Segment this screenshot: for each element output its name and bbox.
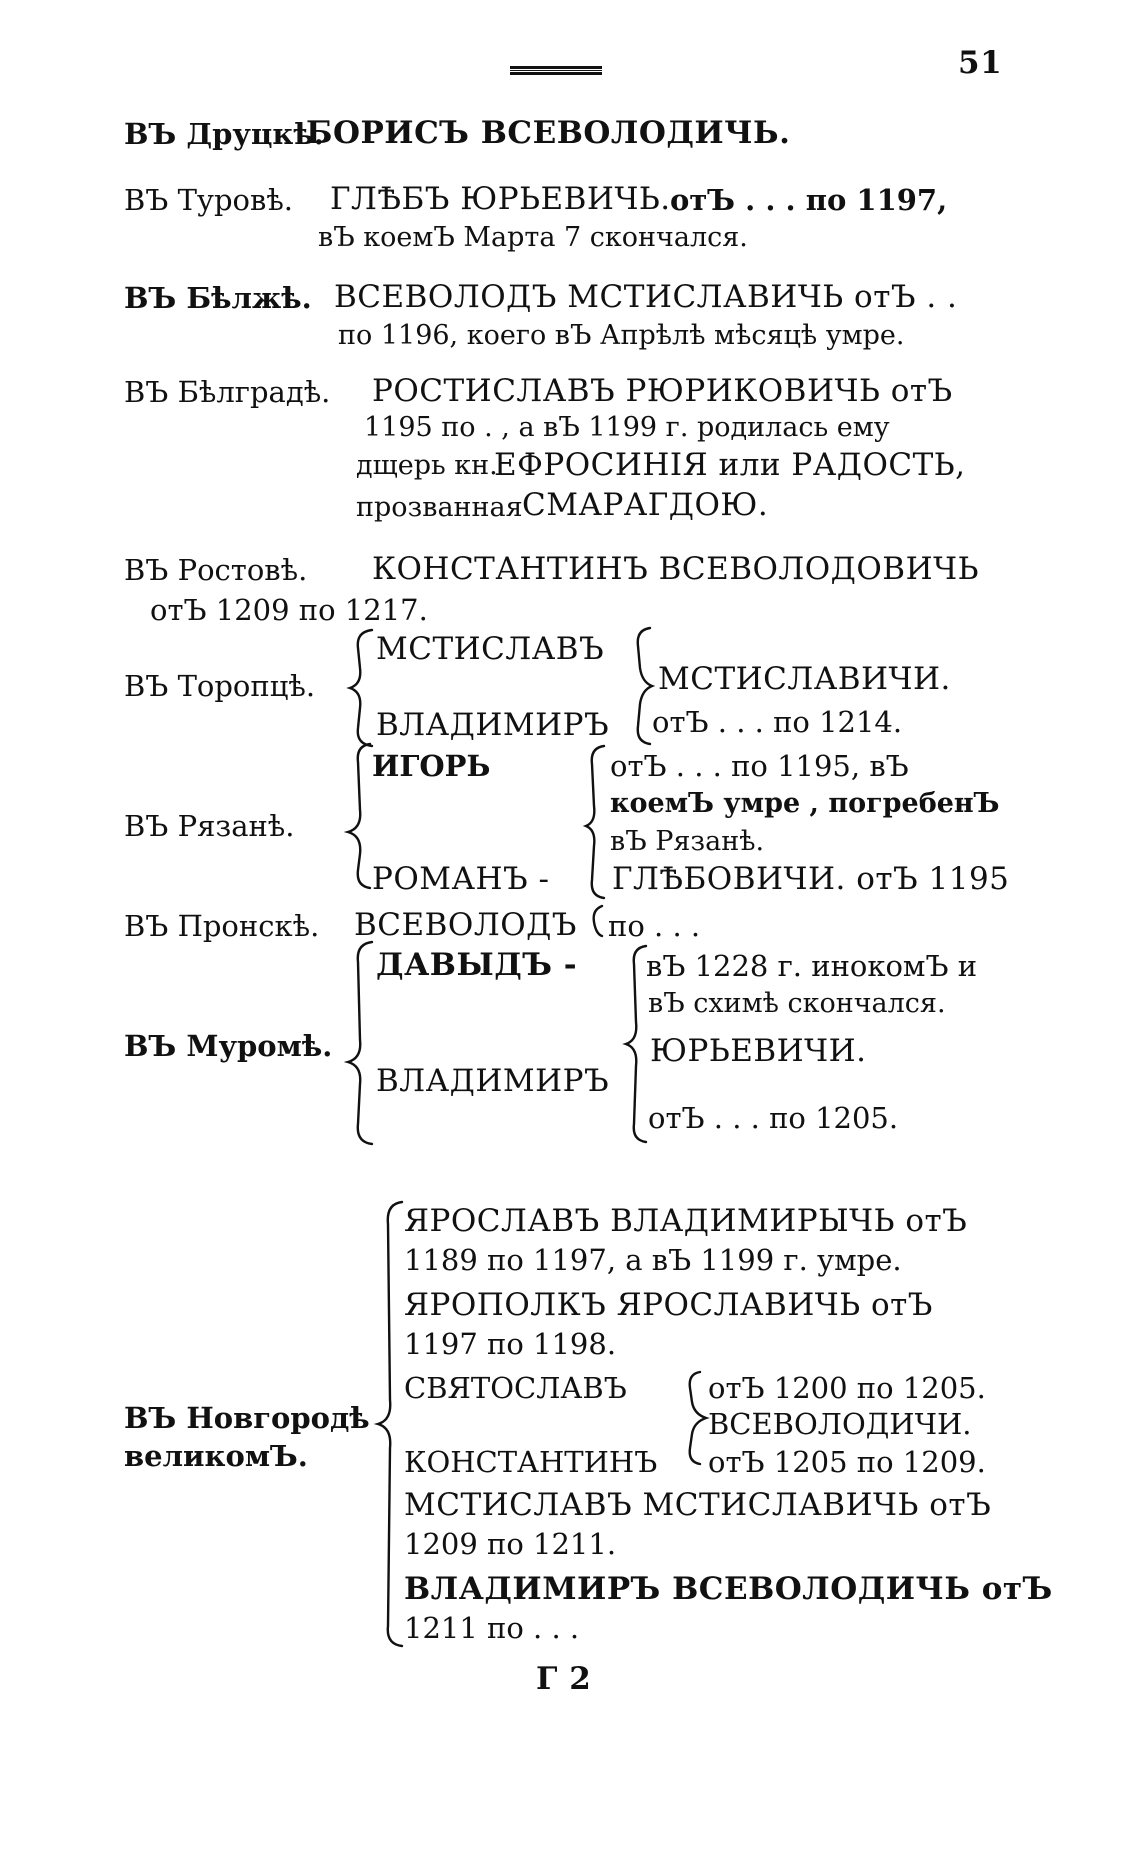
ruler-belzh: ВСЕВОЛОДЪ МСТИСЛАВИЧЬ отЪ . . — [334, 279, 958, 315]
ryazan-note-2: коемЪ умре , погребенЪ — [610, 788, 1000, 819]
place-murom: ВЪ Муромѣ. — [124, 1029, 333, 1063]
brace-ryazan-right — [586, 746, 604, 898]
place-belzh: ВЪ Бѣлжѣ. — [124, 281, 312, 315]
belgrad-daughter: ЕФРОСИНІЯ или РАДОСТЬ, — [494, 447, 966, 483]
turov-note: вЪ коемЪ Марта 7 скончался. — [318, 222, 748, 253]
novgorod-line-2: 1189 по 1197, а вЪ 1199 г. умре. — [404, 1243, 902, 1277]
place-belgrad: ВЪ Бѣлградѣ. — [124, 375, 331, 409]
ruler-toropets-2: ВЛАДИМИРЪ — [376, 707, 610, 743]
novgorod-line-6: ВСЕВОЛОДИЧИ. — [708, 1407, 972, 1441]
novgorod-line-5b: отЪ 1200 по 1205. — [708, 1371, 986, 1405]
novgorod-line-4: 1197 по 1198. — [404, 1327, 617, 1361]
place-pronsk: ВЪ Пронскѣ. — [124, 909, 320, 943]
brace-novgorod-inner — [690, 1372, 706, 1464]
place-turov: ВЪ Туровѣ. — [124, 183, 294, 217]
ruler-druck: БОРИСЪ ВСЕВОЛОДИЧЬ. — [306, 115, 791, 151]
belgrad-note-2a: дщерь кн. — [356, 450, 498, 481]
brace-toropets-right — [638, 628, 652, 744]
belzh-note: по 1196, коего вЪ Апрѣлѣ мѣсяцѣ умре. — [338, 320, 905, 351]
place-rostov: ВЪ Ростовѣ. — [124, 553, 308, 587]
brace-murom-right — [626, 946, 646, 1142]
brace-murom-left — [348, 942, 372, 1144]
place-novgorod-2: великомЪ. — [124, 1439, 308, 1473]
murom-patronymic: ЮРЬЕВИЧИ. — [650, 1033, 867, 1069]
novgorod-line-11: 1211 по . . . — [404, 1611, 580, 1645]
rostov-dates: отЪ 1209 по 1217. — [150, 593, 428, 627]
turov-dates: отЪ . . . по 1197, — [670, 183, 948, 217]
printer-signature: Г 2 — [536, 1661, 592, 1697]
belgrad-epithet: СМАРАГДОЮ. — [522, 487, 769, 523]
murom-dates: отЪ . . . по 1205. — [648, 1101, 899, 1135]
ruler-turov: ГЛѢБЪ ЮРЬЕВИЧЬ. — [330, 181, 671, 217]
place-novgorod-1: ВЪ Новгородѣ — [124, 1401, 370, 1435]
ryazan-note-1: отЪ . . . по 1195, вЪ — [610, 749, 909, 783]
belgrad-note-3a: прозванная — [356, 492, 523, 523]
murom-note-2: вЪ схимѣ скончался. — [648, 988, 946, 1019]
ruler-pronsk: ВСЕВОЛОДЪ — [354, 907, 577, 943]
novgorod-line-9: 1209 по 1211. — [404, 1527, 617, 1561]
ryazan-note-3: вЪ Рязанѣ. — [610, 826, 765, 857]
ruler-ryazan-1: ИГОРЬ — [372, 749, 491, 783]
brace-ryazan-left — [348, 744, 370, 888]
novgorod-line-1: ЯРОСЛАВЪ ВЛАДИМИРЫЧЬ отЪ — [404, 1203, 968, 1239]
novgorod-line-5a: СВЯТОСЛАВЪ — [404, 1371, 627, 1405]
ruler-murom-1: ДАВЫДЪ - — [376, 947, 578, 983]
ruler-murom-2: ВЛАДИМИРЪ — [376, 1063, 610, 1099]
pronsk-dates: по . . . — [608, 909, 701, 943]
ryazan-note-4: ГЛѢБОВИЧИ. отЪ 1195 — [612, 861, 1010, 897]
place-druck: ВЪ Друцкѣ. — [124, 117, 324, 151]
novgorod-line-7a: КОНСТАНТИНЪ — [404, 1445, 658, 1479]
header-rule — [510, 66, 602, 75]
toropets-patronymic: МСТИСЛАВИЧИ. — [658, 661, 951, 697]
belgrad-note-1: 1195 по . , а вЪ 1199 г. родилась ему — [364, 412, 890, 443]
place-toropets: ВЪ Торопцѣ. — [124, 669, 316, 703]
novgorod-line-8: МСТИСЛАВЪ МСТИСЛАВИЧЬ отЪ — [404, 1487, 992, 1523]
place-ryazan: ВЪ Рязанѣ. — [124, 809, 295, 843]
page-number: 51 — [958, 45, 1003, 81]
ruler-rostov: КОНСТАНТИНЪ ВСЕВОЛОДОВИЧЬ — [372, 551, 979, 587]
novgorod-line-10: ВЛАДИМИРЪ ВСЕВОЛОДИЧЬ отЪ — [404, 1571, 1053, 1607]
murom-note-1: вЪ 1228 г. инокомЪ и — [646, 949, 978, 983]
novgorod-line-3: ЯРОПОЛКЪ ЯРОСЛАВИЧЬ отЪ — [404, 1287, 933, 1323]
brace-novgorod — [378, 1202, 402, 1646]
novgorod-line-7b: отЪ 1205 по 1209. — [708, 1445, 986, 1479]
brace-toropets-left — [350, 630, 372, 746]
brace-pronsk — [594, 906, 602, 936]
ruler-ryazan-2: РОМАНЪ - — [372, 861, 550, 897]
ruler-belgrad: РОСТИСЛАВЪ РЮРИКОВИЧЬ отЪ — [372, 373, 953, 409]
ruler-toropets-1: МСТИСЛАВЪ — [376, 631, 605, 667]
toropets-dates: отЪ . . . по 1214. — [652, 705, 903, 739]
